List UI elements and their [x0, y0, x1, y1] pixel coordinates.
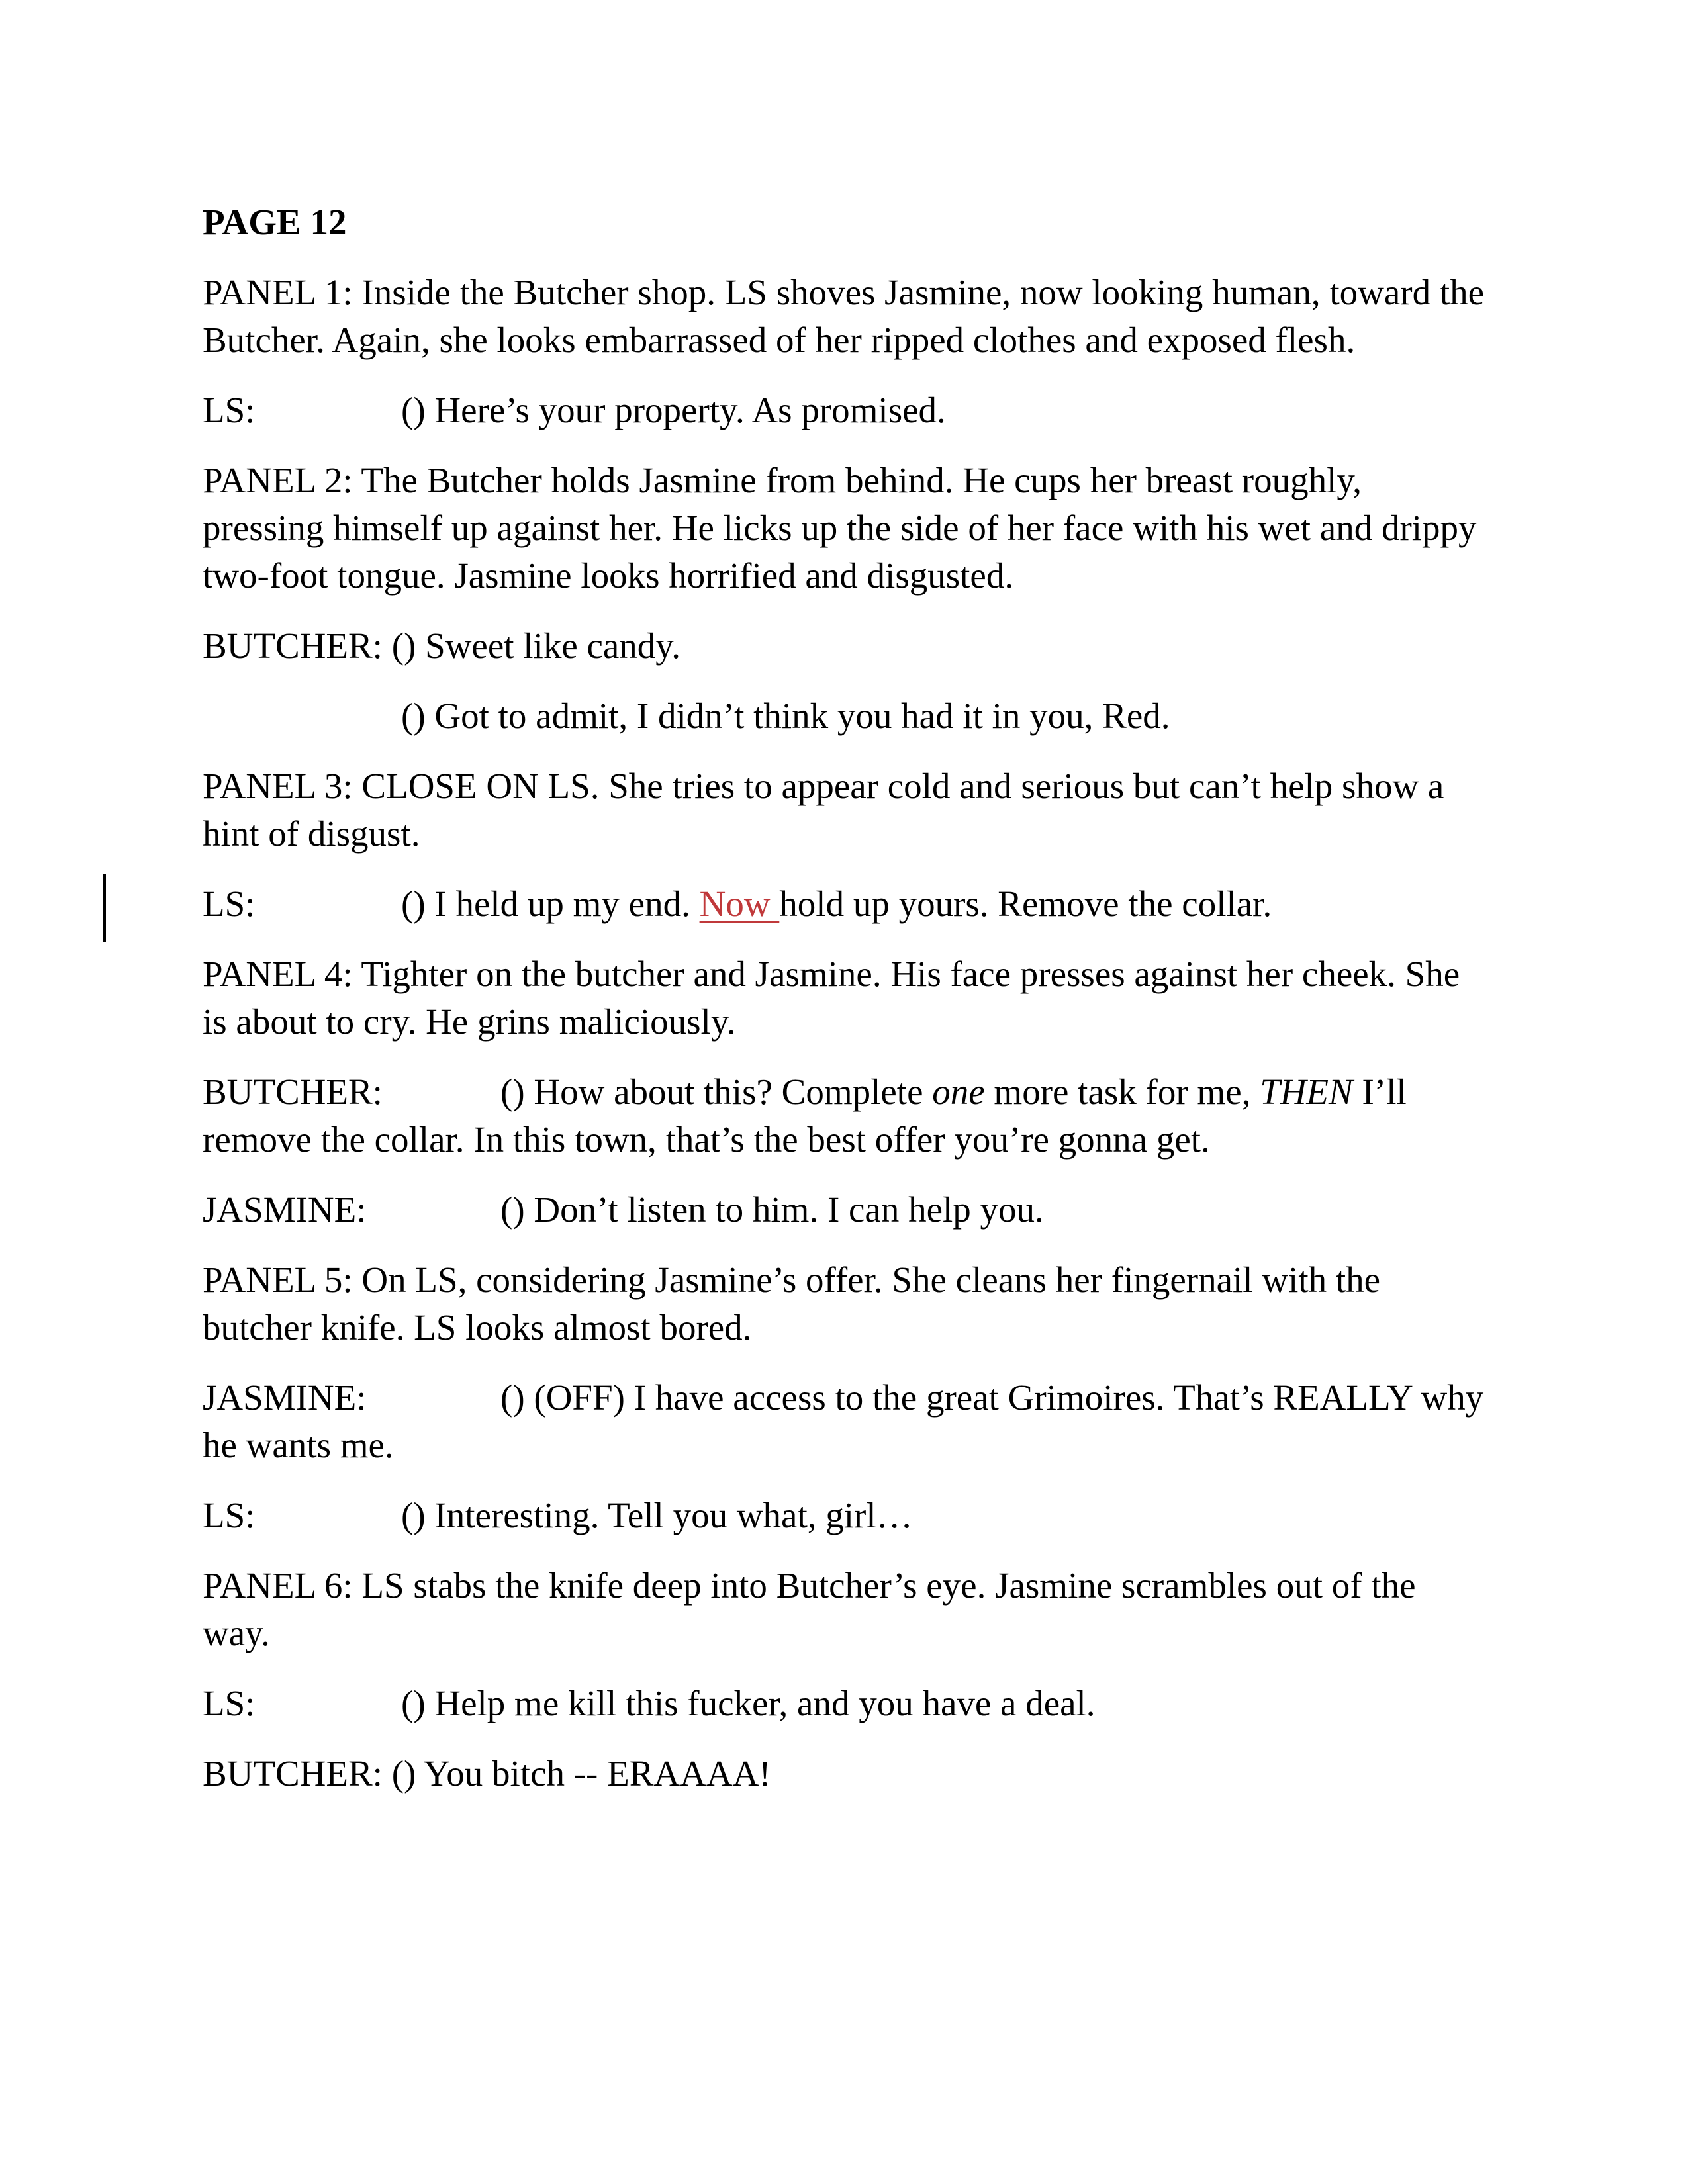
dialogue-line-9	[203, 1680, 1487, 1727]
dialogue-line-5	[203, 1068, 1487, 1163]
dialogue-speaker: BUTCHER:	[203, 1071, 383, 1112]
dialogue-line-1	[203, 387, 1487, 434]
dialogue-text: () Here’s your property. As promised.	[401, 390, 946, 430]
dialogue-text-part-3: I’ll remove the collar. In this town, that’s the best offer you’re gonna get.	[203, 1071, 1407, 1160]
panel-1-description: PANEL 1: Inside the Butcher shop. LS shoves Jasmine, now looking human, toward the Butcher. Again, she looks embarrassed of her ripped clothes and exposed flesh.	[203, 272, 1485, 360]
revision-change-bar	[103, 874, 106, 942]
dialogue-line-2	[203, 622, 1487, 670]
dialogue-speaker: JASMINE:	[203, 1189, 367, 1230]
panel-5-description: PANEL 5: On LS, considering Jasmine’s offer. She cleans her fingernail with the butcher knife. LS looks almost bored.	[203, 1259, 1381, 1347]
dialogue-speaker: LS:	[203, 1495, 256, 1535]
emphasis-then: THEN	[1260, 1071, 1353, 1112]
dialogue-line-8	[203, 1492, 1487, 1539]
dialogue-text-part-1: () How about this? Complete	[500, 1071, 933, 1112]
panel-2-description: PANEL 2: The Butcher holds Jasmine from behind. He cups her breast roughly, pressing himself up against her. He licks up the side of her face with his wet and drippy two-foot tongue. Jasmine looks horrified and disgusted.	[203, 460, 1477, 596]
dialogue-line-7	[203, 1374, 1487, 1469]
dialogue-speaker: LS:	[203, 390, 256, 430]
dialogue-line-10	[203, 1750, 1487, 1797]
dialogue-text: () (OFF) I have access to the great Grimoires. That’s REALLY why he wants me.	[203, 1377, 1484, 1465]
dialogue-text: () Help me kill this fucker, and you have a deal.	[401, 1683, 1096, 1723]
dialogue-speaker: LS:	[203, 884, 256, 924]
dialogue-text: () Interesting. Tell you what, girl…	[401, 1495, 913, 1535]
dialogue-text-after: hold up yours. Remove the collar.	[779, 884, 1272, 924]
dialogue-speaker: BUTCHER:	[203, 625, 383, 666]
dialogue-speaker: BUTCHER:	[203, 1753, 383, 1794]
dialogue-text-before: () I held up my end.	[401, 884, 700, 924]
dialogue-text-part-2: more task for me,	[984, 1071, 1260, 1112]
dialogue-line-6	[203, 1186, 1487, 1234]
panel-3-description: PANEL 3: CLOSE ON LS. She tries to appear cold and serious but can’t help show a hint of disgust.	[203, 766, 1444, 854]
dialogue-text: () You bitch -- ERAAAA!	[391, 1753, 771, 1794]
dialogue-speaker: LS:	[203, 1683, 256, 1723]
dialogue-text: () Got to admit, I didn’t think you had it in you, Red.	[401, 696, 1170, 736]
panel-4-description: PANEL 4: Tighter on the butcher and Jasmine. His face presses against her cheek. She is about to cry. He grins maliciously.	[203, 954, 1460, 1042]
dialogue-text: () Sweet like candy.	[391, 625, 680, 666]
script-page	[203, 199, 1487, 1820]
revised-insertion: Now	[699, 884, 780, 924]
emphasis-one: one	[932, 1071, 985, 1112]
panel-6-description: PANEL 6: LS stabs the knife deep into Butcher’s eye. Jasmine scrambles out of the way.	[203, 1565, 1416, 1653]
dialogue-line-4	[203, 880, 1487, 928]
dialogue-text: () Don’t listen to him. I can help you.	[500, 1189, 1044, 1230]
dialogue-speaker: JASMINE:	[203, 1377, 367, 1418]
page-title: PAGE 12	[203, 202, 347, 242]
dialogue-line-3	[203, 692, 1487, 740]
